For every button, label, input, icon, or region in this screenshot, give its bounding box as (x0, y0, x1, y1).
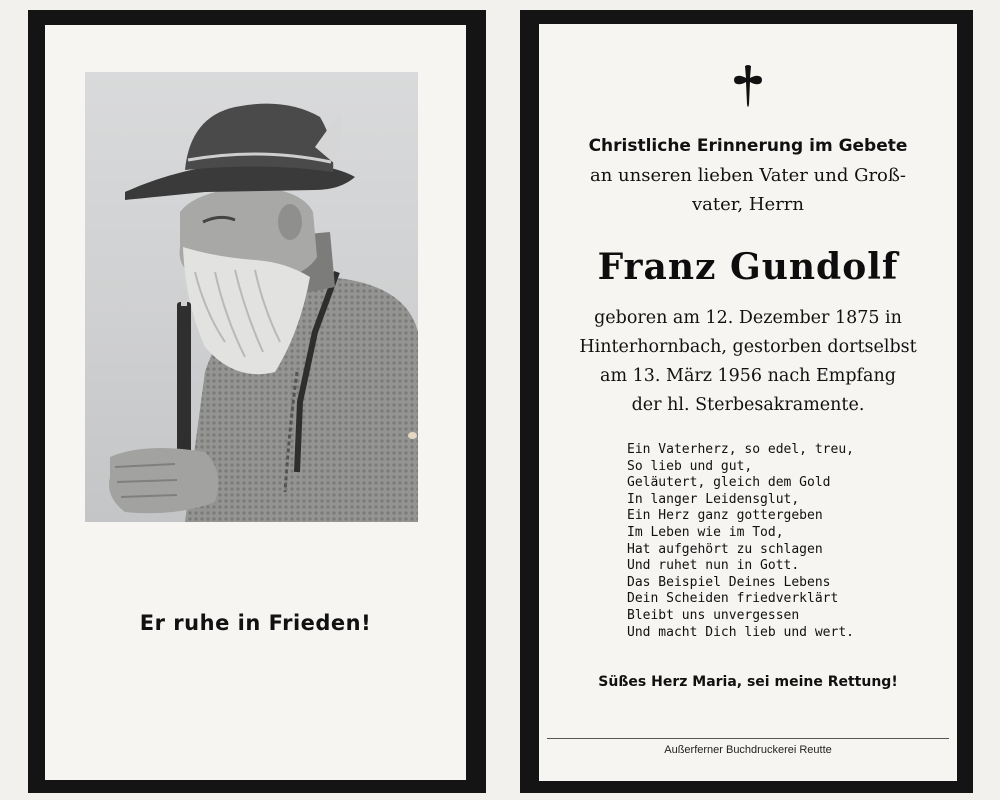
intro-line-2: an unseren lieben Vater und Groß- (590, 165, 906, 186)
bio-line: geboren am 12. Dezember 1875 in (594, 308, 902, 328)
portrait-photo (85, 72, 418, 522)
memorial-card-left (28, 10, 486, 793)
intro-text (539, 132, 957, 219)
poem-line: Dein Scheiden friedverklärt (627, 591, 839, 607)
poem-line: Und macht Dich lieb und wert. (627, 624, 854, 640)
latin-cross-icon (539, 64, 957, 114)
intro-line-3: vater, Herrn (691, 194, 804, 215)
card-left-panel (45, 25, 466, 780)
portrait-illustration (85, 72, 418, 522)
intro-line-1: Christliche Erinnerung im Gebete (588, 136, 908, 156)
printer-credit: Außerferner Buchdruckerei Reutte (664, 744, 832, 756)
bio-line: am 13. März 1956 nach Empfang (600, 366, 896, 386)
divider (547, 738, 949, 739)
poem-line: Im Leben wie im Tod, (627, 524, 784, 540)
poem-line: Ein Vaterherz, so edel, treu, (627, 442, 854, 457)
poem-line: In langer Leidensglut, (627, 491, 800, 507)
poem-line: So lieb und gut, (627, 458, 753, 474)
rip-text: Er ruhe in Frieden! (139, 611, 372, 635)
poem-line: Bleibt uns unvergessen (627, 607, 800, 623)
poem-line: Hat aufgehört zu schlagen (627, 541, 823, 557)
memorial-poem (627, 442, 854, 641)
poem-line: Und ruhet nun in Gott. (627, 558, 800, 574)
deceased-name: Franz Gundolf (597, 246, 899, 288)
poem-line: Geläutert, gleich dem Gold (627, 475, 831, 491)
motto-text: Süßes Herz Maria, sei meine Rettung! (598, 674, 898, 690)
bio-line: Hinterhornbach, gestorben dortselbst (579, 337, 917, 357)
biography (539, 304, 957, 420)
memorial-card-right (520, 10, 973, 793)
poem-line: Das Beispiel Deines Lebens (627, 574, 831, 590)
poem-line: Ein Herz ganz gottergeben (627, 508, 823, 524)
card-right-panel (539, 24, 957, 781)
paper-stain (408, 432, 417, 439)
bio-line: der hl. Sterbesakramente. (631, 395, 865, 415)
